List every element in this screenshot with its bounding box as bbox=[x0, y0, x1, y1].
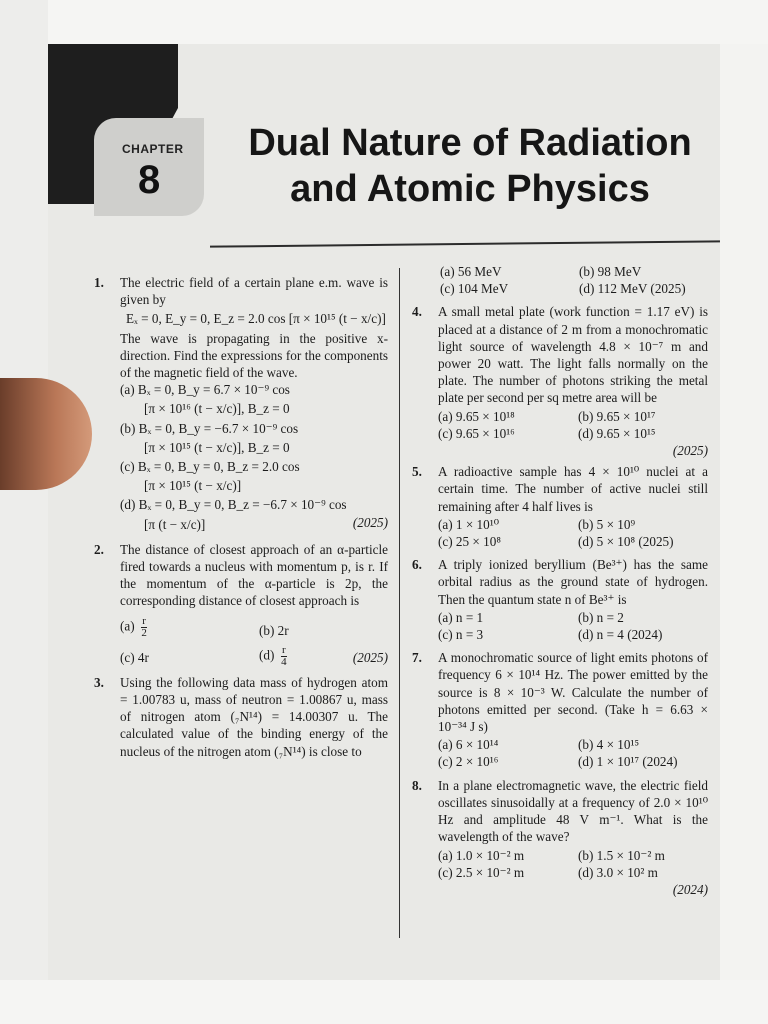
question-number: 1. bbox=[94, 275, 104, 290]
option-b: (b) 5 × 10⁹ bbox=[578, 516, 636, 532]
option-b: (b) 98 MeV bbox=[579, 264, 642, 279]
option-a: (a) 1 × 10¹⁰ bbox=[438, 516, 499, 532]
question-number: 4. bbox=[412, 304, 422, 320]
question-number: 6. bbox=[412, 557, 422, 573]
option-c: (c) 9.65 × 10¹⁶ bbox=[438, 425, 515, 441]
year-badge: (2024) bbox=[672, 881, 708, 897]
option-d: (d) 3.0 × 10² m bbox=[578, 864, 658, 880]
option-a: (a) 6 × 10¹⁴ bbox=[438, 737, 499, 753]
scan-background-left bbox=[0, 0, 48, 1024]
question-3-options bbox=[440, 263, 708, 297]
option-a-expr: [π × 10¹⁶ (t − x/c)], B_z = 0 bbox=[144, 401, 290, 417]
option-c: (c) Bₓ = 0, B_y = 0, B_z = 2.0 cos bbox=[120, 459, 300, 475]
fraction: $\frac{r}{2}$ bbox=[141, 614, 147, 639]
question-number: 7. bbox=[412, 650, 422, 666]
question-1 bbox=[94, 274, 388, 535]
question-number: 2. bbox=[94, 541, 104, 557]
option-b-expr: [π × 10¹⁵ (t − x/c)], B_z = 0 bbox=[144, 439, 290, 455]
option-b: (b) 4 × 10¹⁵ bbox=[578, 737, 640, 753]
option-c-expr: [π × 10¹⁵ (t − x/c)] bbox=[144, 478, 242, 494]
question-stem: The distance of closest approach of an α-particle fired towards a nucleus with momentum p, is r. If the momentum of the α-particle is 2p, the corresponding distance of closest approach is bbox=[120, 541, 388, 609]
question-7 bbox=[412, 649, 708, 770]
question-4 bbox=[412, 303, 708, 459]
question-3 bbox=[94, 674, 388, 760]
option-a: (a) $\frac{r}{2}$ bbox=[120, 614, 147, 639]
option-b: (b) 1.5 × 10⁻² m bbox=[578, 847, 665, 863]
option-d: (d) Bₓ = 0, B_y = 0, B_z = −6.7 × 10⁻⁹ cos bbox=[120, 497, 347, 513]
question-text: The wave is propagating in the positive x-direction. Find the expressions for the components of the magnetic field of the wave. bbox=[120, 330, 388, 381]
question-stem: A triply ionized beryllium (Be³⁺) has the same orbital radius as the ground state of hydrogen. Then the quantum state n of Be³⁺ is bbox=[438, 557, 708, 607]
right-column bbox=[412, 262, 708, 902]
option-d: (d) $\frac{r}{4}$ (2025) bbox=[259, 643, 388, 668]
option-c: (c) 25 × 10⁸ bbox=[438, 534, 501, 550]
question-number: 3. bbox=[94, 674, 104, 690]
option-c: (c) 104 MeV bbox=[440, 281, 509, 297]
fraction: $\frac{r}{4}$ bbox=[281, 643, 287, 668]
option-a: (a) 9.65 × 10¹⁸ bbox=[438, 408, 515, 424]
option-d: (d) 9.65 × 10¹⁵ bbox=[578, 425, 656, 441]
option-b: (b) Bₓ = 0, B_y = −6.7 × 10⁻⁹ cos bbox=[120, 420, 299, 436]
option-a: (a) 56 MeV bbox=[440, 264, 502, 279]
year-badge: (2025) bbox=[352, 649, 388, 665]
option-b: (b) 2r bbox=[259, 622, 289, 638]
chapter-label: CHAPTER bbox=[122, 142, 184, 156]
option-b: (b) 9.65 × 10¹⁷ bbox=[578, 408, 656, 424]
option-d: (d) 1 × 10¹⁷ (2024) bbox=[578, 754, 678, 770]
option-c: (c) 2 × 10¹⁶ bbox=[438, 754, 499, 770]
option-c: (c) n = 3 bbox=[438, 627, 484, 643]
option-d-expr: [π (t − x/c)] bbox=[144, 516, 206, 532]
question-stem: A monochromatic source of light emits photons of frequency 6 × 10¹⁴ Hz. The power emitted by the source is 8 × 10⁻³ W. Calculate the number of photons emitted per second. (Take h = 6.63 × 10⁻³⁴ J s) bbox=[438, 650, 708, 735]
option-c: (c) 2.5 × 10⁻² m bbox=[438, 864, 525, 880]
question-6 bbox=[412, 556, 708, 643]
question-5 bbox=[412, 463, 708, 550]
question-stem: A small metal plate (work function = 1.17 eV) is placed at a distance of 2 m from a monochromatic light source of wavelength 4.8 × 10⁻⁷ m and power 20 watt. The light falls normally on the plate. The number of photons striking the metal plate per second per sq metre area will be bbox=[438, 304, 708, 406]
option-a: (a) n = 1 bbox=[438, 609, 484, 625]
chapter-title-line2: and Atomic Physics bbox=[290, 168, 650, 210]
option-a: (a) 1.0 × 10⁻² m bbox=[438, 847, 525, 863]
option-b: (b) n = 2 bbox=[578, 609, 624, 625]
question-8 bbox=[412, 777, 708, 898]
option-d: (d) 112 MeV (2025) bbox=[579, 281, 686, 297]
question-stem: In a plane electromagnetic wave, the electric field oscillates sinusoidally at a frequency of 2.0 × 10¹⁰ Hz and amplitude 48 V m⁻¹. What is the wavelength of the wave? bbox=[438, 777, 708, 845]
scan-background-top bbox=[0, 0, 768, 44]
question-stem: A radioactive sample has 4 × 10¹⁰ nuclei at a certain time. The number of active nuclei still remaining after 4 half lives is bbox=[438, 464, 708, 514]
question-stem: Using the following data mass of hydrogen atom = 1.00783 u, mass of neutron = 1.00867 u, mass of nitrogen atom (₇N¹⁴) = 14.00307 u. The calculated value of the binding energy of the nucleus of the nitrogen atom (₇N¹⁴) is close to bbox=[120, 674, 388, 759]
option-d: (d) 5 × 10⁸ (2025) bbox=[578, 534, 674, 550]
question-stem: The electric field of a certain plane e.m. wave is given by bbox=[120, 275, 388, 308]
chapter-number: 8 bbox=[138, 158, 161, 202]
question-number: 5. bbox=[412, 464, 422, 480]
left-column bbox=[94, 274, 388, 764]
equation: Eₓ = 0, E_y = 0, E_z = 2.0 cos [π × 10¹⁵ (t − x/c)] bbox=[126, 311, 386, 327]
option-c: (c) 4r bbox=[120, 649, 149, 665]
chapter-title bbox=[230, 120, 710, 212]
chapter-title-line1: Dual Nature of Radiation bbox=[248, 122, 692, 164]
question-2 bbox=[94, 541, 388, 668]
option-d: (d) n = 4 (2024) bbox=[578, 627, 663, 643]
option-a: (a) Bₓ = 0, B_y = 6.7 × 10⁻⁹ cos bbox=[120, 382, 290, 398]
year-badge: (2025) bbox=[672, 443, 708, 459]
column-divider bbox=[399, 268, 400, 938]
scan-background-bottom bbox=[0, 980, 768, 1024]
question-number: 8. bbox=[412, 777, 422, 793]
year-badge: (2025) bbox=[352, 514, 388, 530]
